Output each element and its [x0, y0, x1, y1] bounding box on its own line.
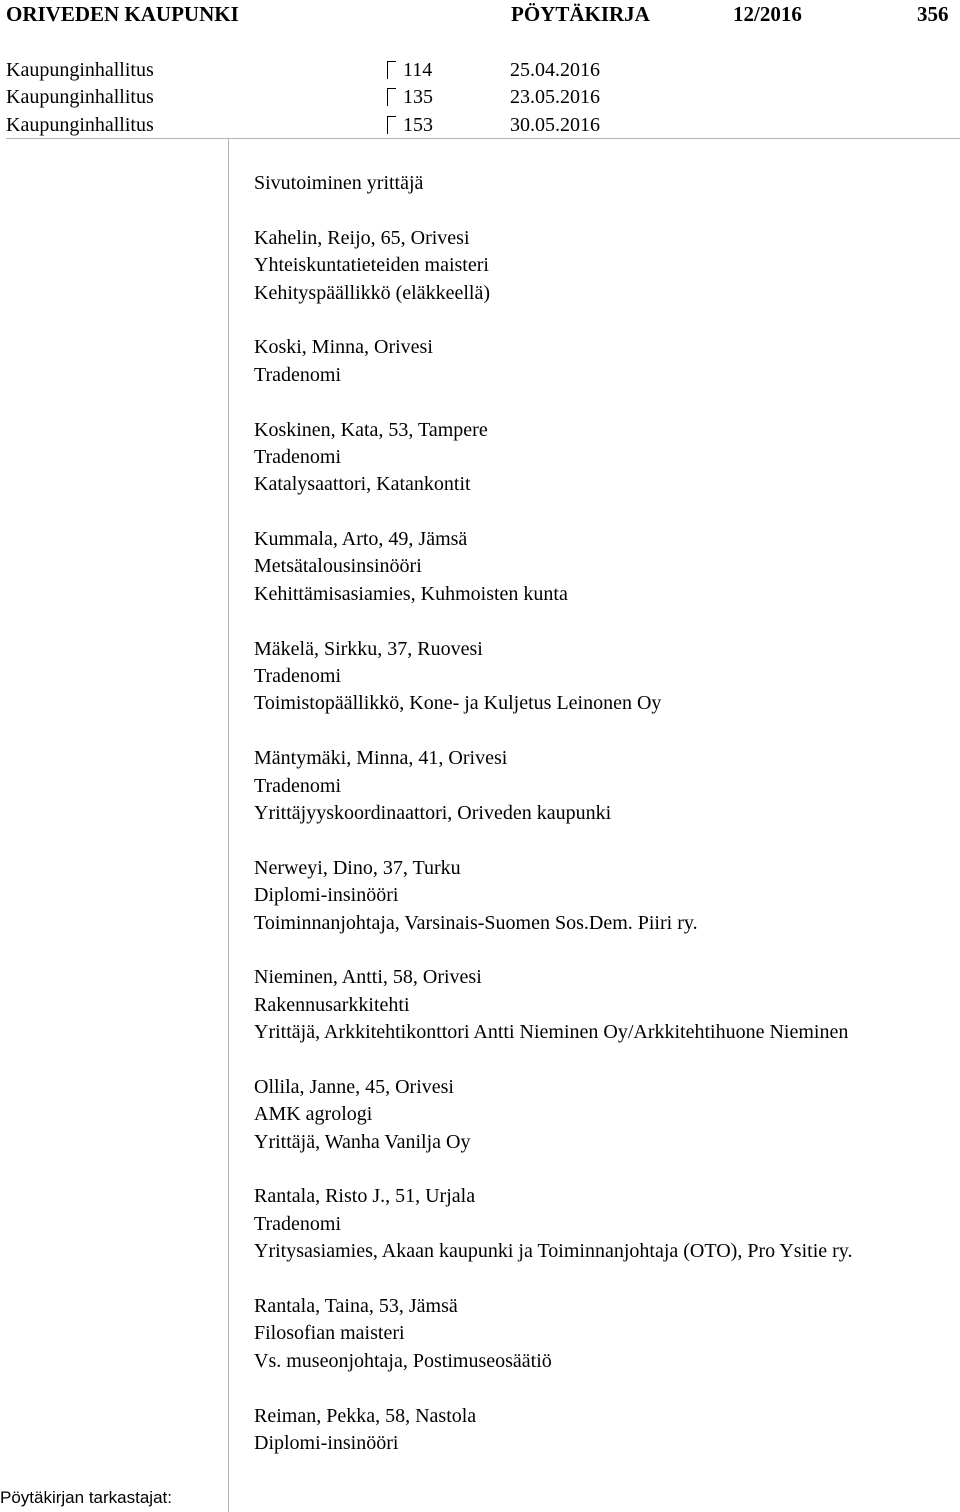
meeting-body: Kaupunginhallitus — [6, 113, 154, 136]
page-header — [0, 0, 960, 30]
candidate-entry — [254, 526, 960, 608]
candidate-occupation: Yrittäjä, Arkkitehtikonttori Antti Nieminen Oy/Arkkitehtihuone Nieminen — [254, 1021, 849, 1044]
candidate-occupation: Yrittäjyyskoordinaattori, Oriveden kaupunki — [254, 801, 612, 824]
candidate-degree: Yhteiskuntatieteiden maisteri — [254, 254, 489, 277]
candidate-degree: Filosofian maisteri — [254, 1322, 405, 1345]
candidate-occupation: Kehityspäällikkö (eläkkeellä) — [254, 281, 491, 304]
candidate-name: Rantala, Risto J., 51, Urjala — [254, 1185, 476, 1208]
candidate-name: Nieminen, Antti, 58, Orivesi — [254, 966, 482, 989]
candidate-occupation: Kehittämisasiamies, Kuhmoisten kunta — [254, 582, 568, 605]
meeting-body: Kaupunginhallitus — [6, 59, 154, 81]
candidate-name: Koski, Minna, Orivesi — [254, 336, 433, 359]
section-mark-icon — [387, 61, 396, 79]
candidate-name: Koskinen, Kata, 53, Tampere — [254, 418, 488, 441]
candidate-name: Mäntymäki, Minna, 41, Orivesi — [254, 747, 508, 770]
candidate-occupation: Katalysaattori, Katankontit — [254, 473, 471, 496]
candidate-degree: Tradenomi — [254, 1212, 342, 1235]
meeting-paragraph: 153 — [403, 113, 433, 136]
candidate-occupation: Toimistopäällikkö, Kone- ja Kuljetus Leinonen Oy — [254, 692, 662, 715]
candidate-name: Kahelin, Reijo, 65, Orivesi — [254, 226, 470, 249]
candidate-occupation: Yritysasiamies, Akaan kaupunki ja Toiminnanjohtaja (OTO), Pro Ysitie ry. — [254, 1240, 853, 1263]
issue-number: 12/2016 — [733, 2, 802, 26]
candidate-degree: Rakennusarkkitehti — [254, 993, 410, 1016]
candidate-name: Reiman, Pekka, 58, Nastola — [254, 1404, 477, 1427]
candidate-entry — [254, 1403, 960, 1458]
candidate-entry — [254, 1293, 960, 1375]
candidate-entry — [254, 225, 960, 307]
candidate-entry — [254, 745, 960, 827]
candidate-degree: Diplomi-insinööri — [254, 1431, 399, 1454]
candidate-entry — [254, 964, 960, 1046]
candidate-entry — [254, 636, 960, 718]
section-mark-icon — [387, 116, 396, 134]
candidate-degree: Tradenomi — [254, 445, 342, 468]
page-number: 356 — [917, 2, 949, 26]
candidate-degree: Metsätalousinsinööri — [254, 555, 422, 578]
intro-block — [254, 170, 960, 197]
candidate-name: Kummala, Arto, 49, Jämsä — [254, 528, 468, 551]
candidate-degree: Tradenomi — [254, 665, 342, 688]
document-body — [254, 170, 960, 1485]
meeting-date: 25.04.2016 — [510, 59, 600, 81]
candidate-entry — [254, 417, 960, 499]
candidate-degree: Tradenomi — [254, 363, 342, 386]
candidate-name: Rantala, Taina, 53, Jämsä — [254, 1295, 458, 1318]
candidate-name: Nerweyi, Dino, 37, Turku — [254, 856, 461, 879]
meeting-paragraph: 114 — [403, 59, 433, 81]
margin-divider — [228, 138, 229, 1512]
candidate-entry — [254, 1183, 960, 1265]
candidate-entry — [254, 1074, 960, 1156]
candidate-occupation: Vs. museonjohtaja, Postimuseosäätiö — [254, 1349, 552, 1372]
section-mark-icon — [387, 88, 396, 106]
meeting-date: 23.05.2016 — [510, 86, 600, 109]
candidate-occupation: Yrittäjä, Wanha Vanilja Oy — [254, 1130, 471, 1153]
candidate-degree: AMK agrologi — [254, 1103, 373, 1126]
candidate-entry — [254, 855, 960, 937]
candidate-name: Mäkelä, Sirkku, 37, Ruovesi — [254, 637, 483, 660]
header-divider — [6, 138, 960, 139]
meeting-paragraph: 135 — [403, 86, 433, 109]
minutes-checkers-label: Pöytäkirjan tarkastajat: — [0, 1488, 172, 1507]
candidate-entry — [254, 334, 960, 389]
candidate-degree: Tradenomi — [254, 774, 342, 797]
candidate-name: Ollila, Janne, 45, Orivesi — [254, 1075, 454, 1098]
intro-text: Sivutoiminen yrittäjä — [254, 172, 424, 194]
candidate-occupation: Toiminnanjohtaja, Varsinais-Suomen Sos.Dem. Piiri ry. — [254, 911, 698, 934]
document-type: PÖYTÄKIRJA — [511, 2, 650, 26]
meeting-date: 30.05.2016 — [510, 113, 600, 136]
organization-name: ORIVEDEN KAUPUNKI — [6, 2, 239, 26]
candidate-degree: Diplomi-insinööri — [254, 884, 399, 907]
meeting-body: Kaupunginhallitus — [6, 86, 154, 109]
